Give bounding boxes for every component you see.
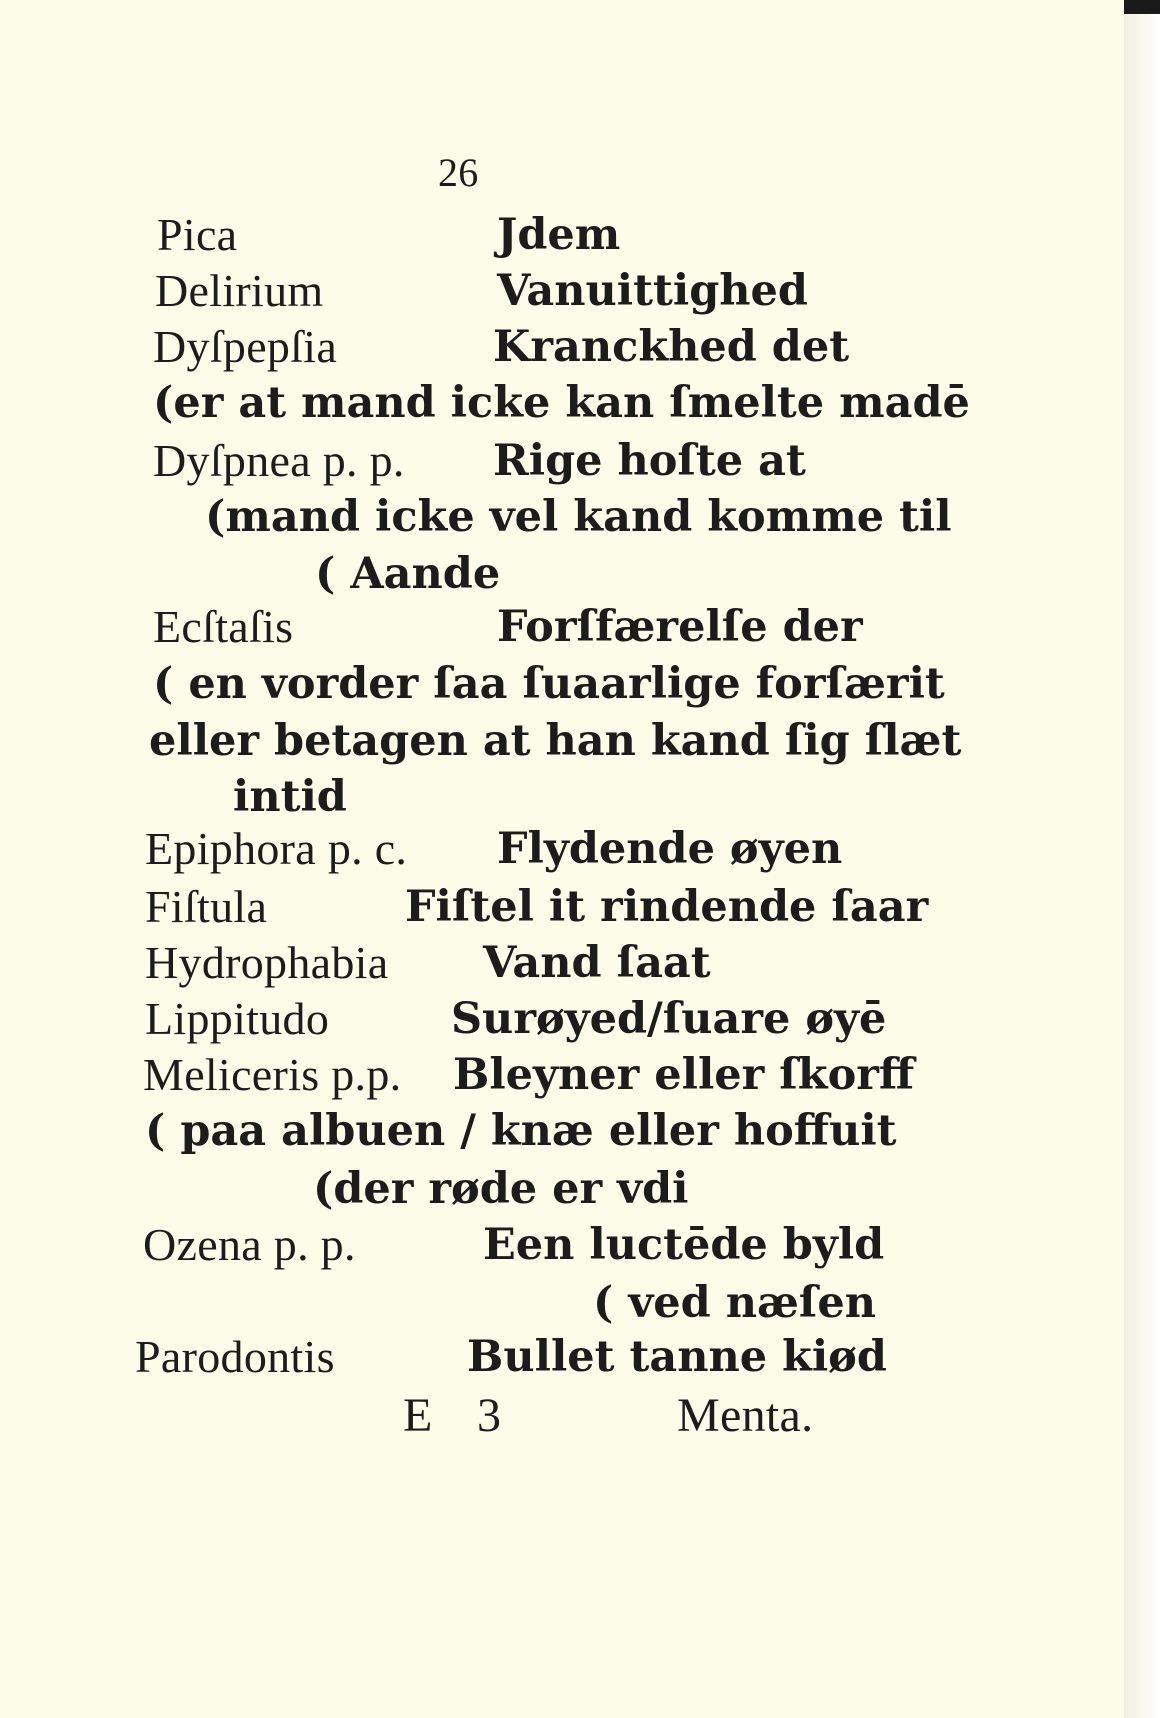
term-delirium: Delirium: [155, 265, 324, 316]
gloss-ecstasis-continued-1: ( en vorder ſaa ſuaarlige forſærit: [153, 659, 945, 709]
signature-mark-letter: E: [403, 1389, 433, 1442]
signature-mark-number: 3: [477, 1389, 502, 1442]
term-hydrophabia: Hydrophabia: [145, 937, 389, 988]
gloss-pica: Jdem: [497, 210, 621, 260]
page-edge-shadow: [1124, 0, 1160, 1718]
page-number: 26: [438, 150, 479, 195]
scan-corner-mark: [1124, 0, 1160, 14]
gloss-fistula: Fiſtel it rindende ſaar: [405, 882, 929, 932]
gloss-meliceris-continued-2: (der røde er vdi: [313, 1164, 689, 1214]
gloss-dyspnea-continued-2: ( Aande: [315, 549, 501, 599]
term-meliceris: Meliceris p.p.: [143, 1049, 402, 1100]
term-lippitudo: Lippitudo: [145, 993, 330, 1044]
gloss-ozena-continued: ( ved næſen: [593, 1278, 877, 1328]
term-dyspnea: Dyſpnea p. p.: [153, 435, 405, 486]
term-epiphora: Epiphora p. c.: [145, 823, 408, 874]
gloss-ecstasis-continued-2: eller betagen at han kand ſig ſlæt: [149, 716, 962, 766]
gloss-ecstasis-continued-3: intid: [233, 772, 347, 822]
gloss-dyspepsia: Kranckhed det: [493, 322, 850, 372]
term-ozena: Ozena p. p.: [143, 1219, 356, 1270]
gloss-meliceris-continued-1: ( paa albuen / knæ eller hoffuit: [145, 1106, 897, 1156]
gloss-lippitudo: Surøyed/ſuare øyē: [451, 994, 887, 1044]
gloss-ecstasis: Forſfærelſe der: [497, 602, 863, 652]
catchword: Menta.: [677, 1389, 814, 1442]
term-parodontis: Parodontis: [135, 1331, 335, 1382]
gloss-parodontis: Bullet tanne kiød: [467, 1332, 887, 1382]
term-pica: Pica: [157, 209, 238, 260]
gloss-ozena: Een luctēde byld: [483, 1220, 885, 1270]
term-ecstasis: Ecſtaſis: [153, 601, 294, 652]
gloss-dyspepsia-continued: (er at mand icke kan ſmelte madē: [153, 378, 970, 428]
gloss-delirium: Vanuittighed: [497, 266, 808, 316]
gloss-dyspnea: Rige hoſte at: [493, 436, 806, 486]
term-fistula: Fiſtula: [145, 881, 268, 932]
term-dyspepsia: Dyſpepſia: [153, 321, 338, 372]
gloss-hydrophabia: Vand ſaat: [483, 938, 711, 988]
gloss-dyspnea-continued-1: (mand icke vel kand komme til: [205, 492, 952, 542]
gloss-meliceris: Bleyner eller ſkorff: [453, 1050, 915, 1100]
gloss-epiphora: Flydende øyen: [497, 824, 843, 874]
